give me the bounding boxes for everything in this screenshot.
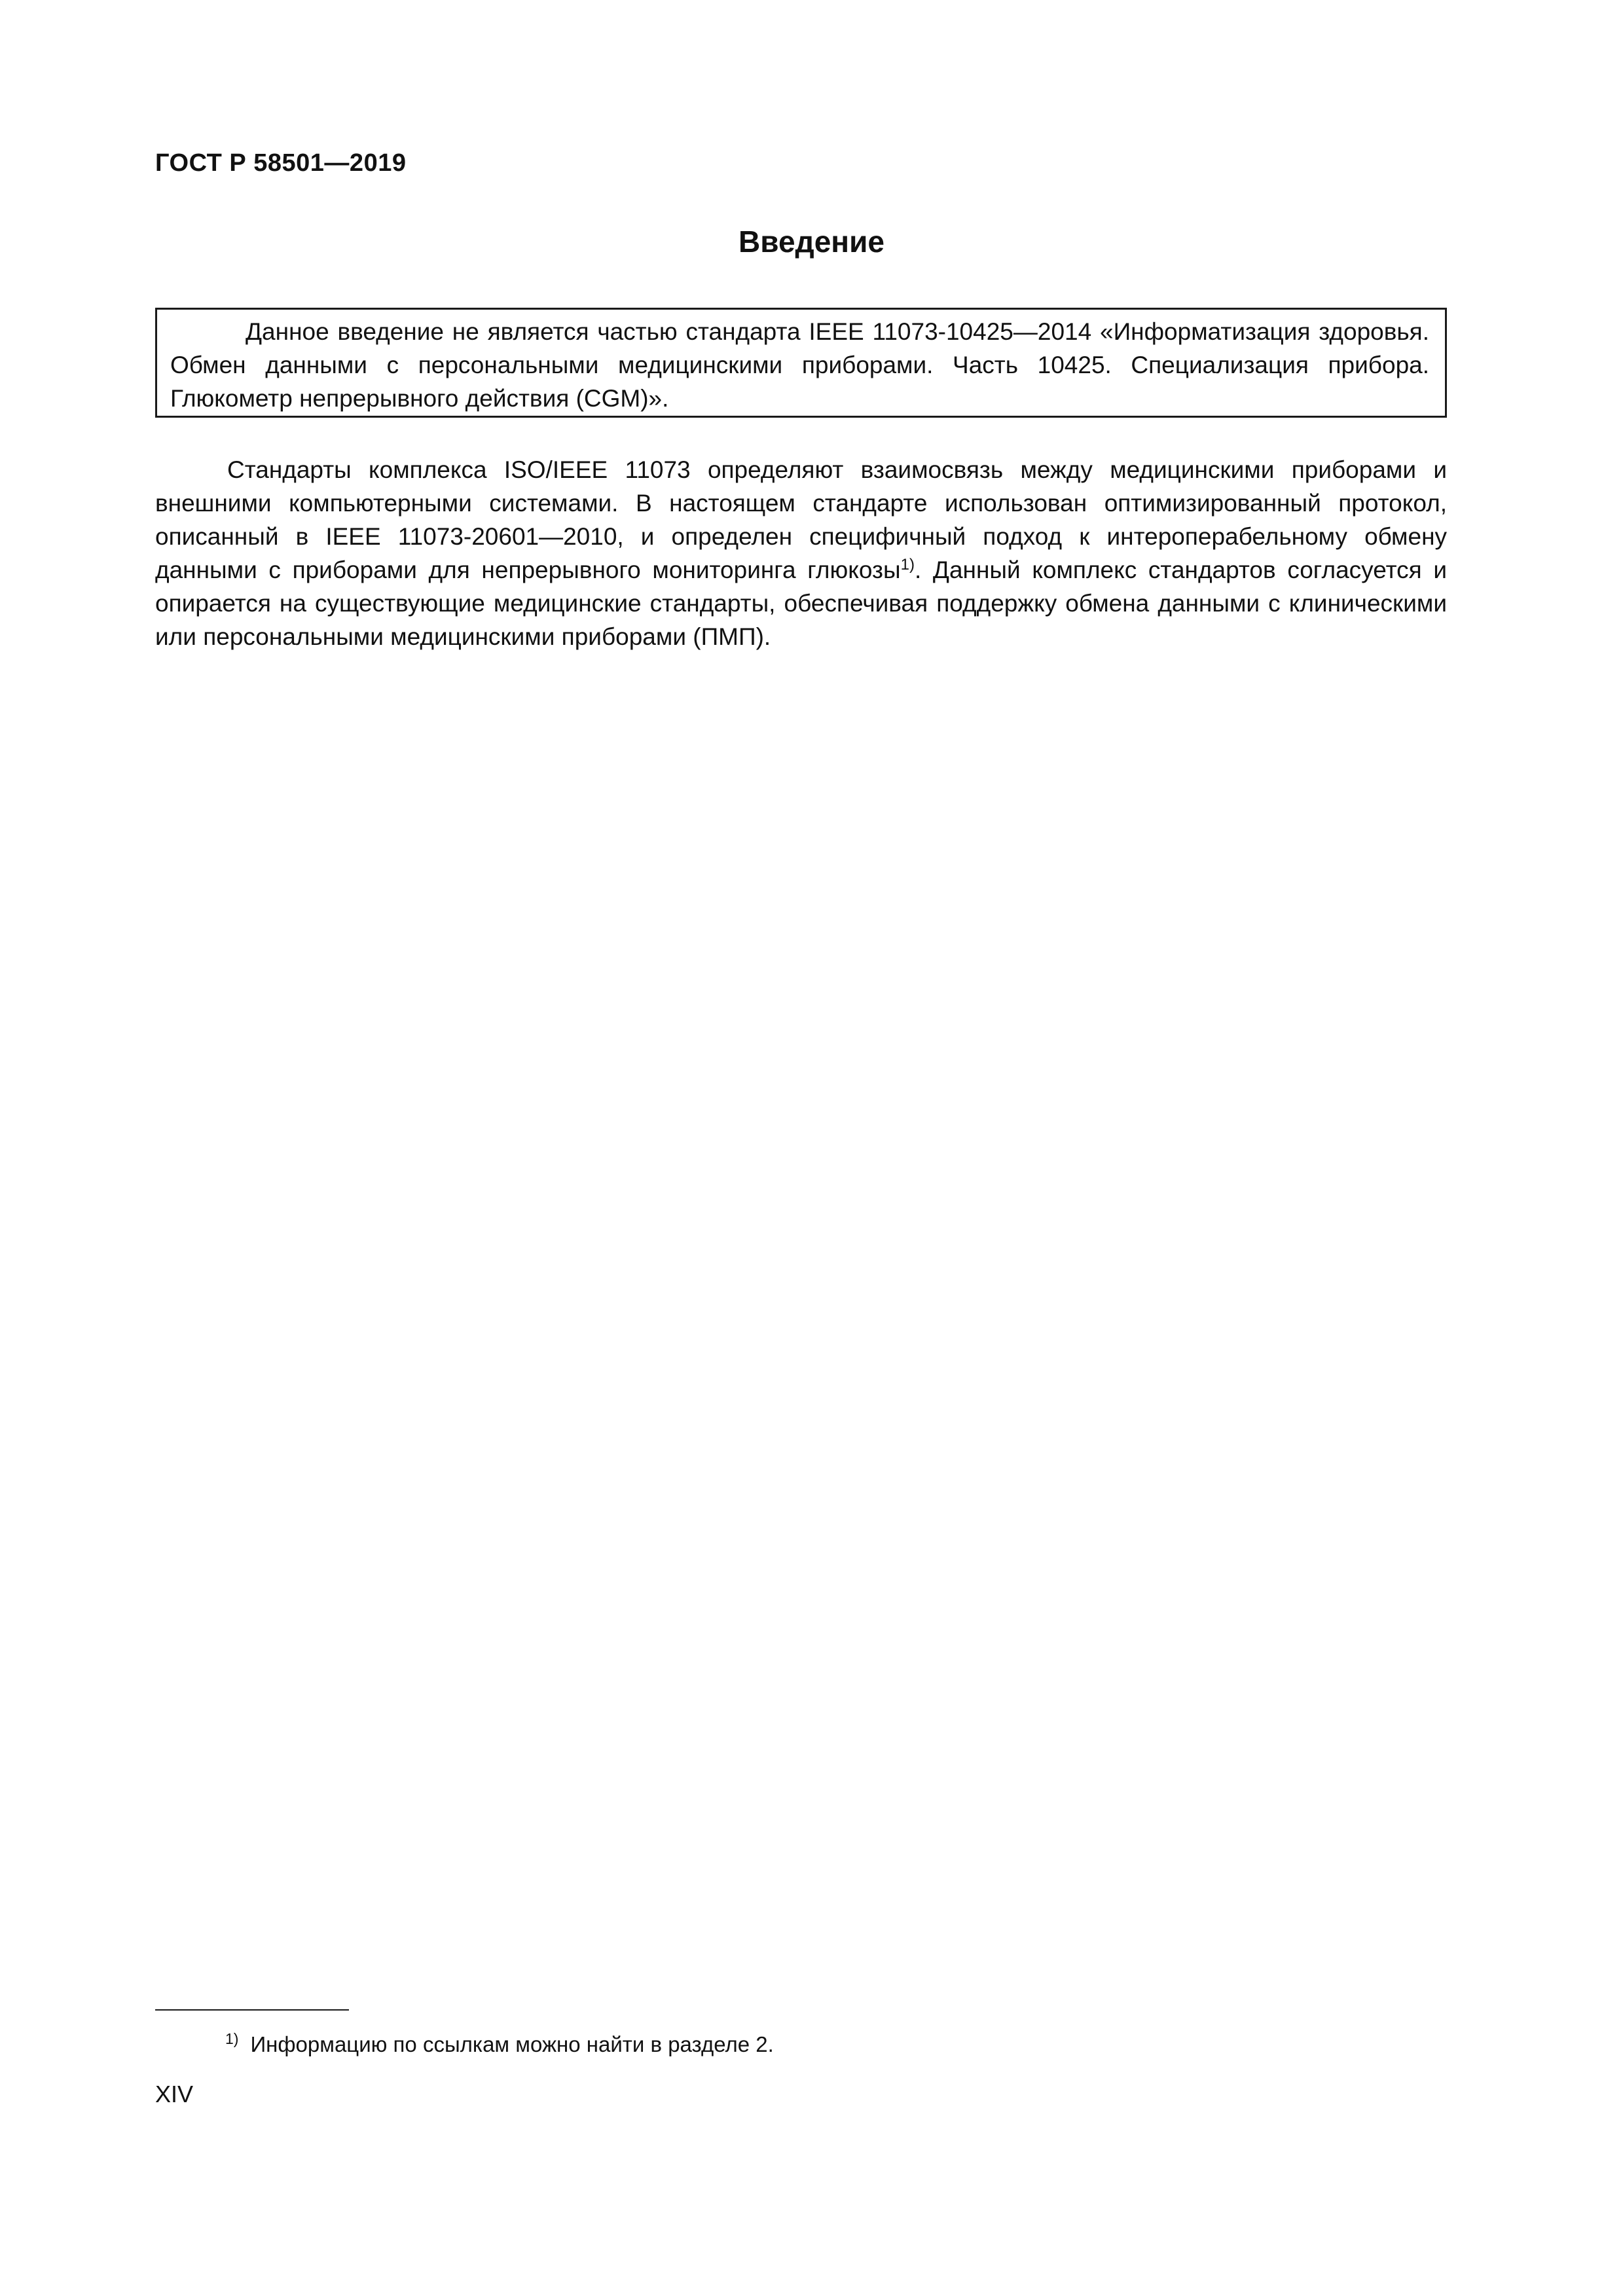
body-text-part-2: . Данный комплекс стандартов согласуется и опирается на существующие медицинские стандарты, обеспечивая поддержку обмена данными с клиническими или персональными медицинскими приборами (ПМП).	[155, 556, 1447, 650]
footnote-reference[interactable]: 1)	[900, 556, 915, 574]
document-code: ГОСТ Р 58501—2019	[155, 149, 407, 177]
notice-text: Данное введение не является частью стандарта IEEE 11073-10425—2014 «Информатизация здоровья. Обмен данными с персональными медицинскими приборами. Часть 10425. Специализация прибора. Глюкометр непрерывного действия (CGM)».	[170, 318, 1429, 412]
section-title: Введение	[739, 225, 884, 259]
footnote-text: Информацию по ссылкам можно найти в разделе 2.	[250, 2032, 774, 2056]
footnote-mark: 1)	[225, 2030, 239, 2047]
notice-box	[155, 308, 1447, 418]
footnote-separator	[155, 2009, 349, 2011]
body-text-part-1: Стандарты комплекса ISO/IEEE 11073 определяют взаимосвязь между медицинскими приборами и внешними компьютерными системами. В настоящем стандарте использован оптимизированный протокол, описанный в IEEE 11073-20601—2010, и определен специфичный подход к интероперабельному обмену данными с приборами для непрерывного мониторинга глюкозы	[155, 456, 1447, 583]
body-paragraph	[155, 453, 1447, 653]
footnote	[225, 2030, 774, 2059]
page-number: XIV	[155, 2081, 194, 2107]
